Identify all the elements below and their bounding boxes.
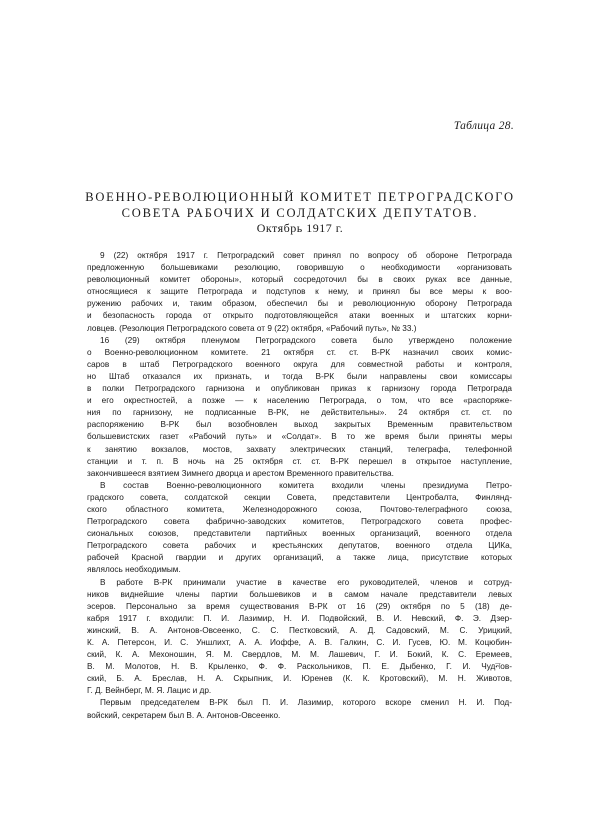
text-line: войский, секретарем был В. А. Антонов-Овсеенко. — [87, 710, 281, 720]
text-line: революционный комитет обороны», который сосредоточил бы в своих руках все данные, — [87, 275, 512, 285]
document-subtitle: Октябрь 1917 г. — [256, 221, 344, 235]
paragraph — [87, 577, 512, 698]
paragraph — [87, 335, 512, 480]
text-line: но Штаб отказался их признать, и тогда В-РК были направлены свои комиссары — [87, 371, 512, 381]
text-line: о Военно-революционном комитете. 21 октября ст. ст. В-РК назначил своих комис- — [87, 347, 512, 357]
text-line: станции и т. п. В ночь на 25 октября ст. ст. В-РК перешел в открытое наступление, — [87, 456, 512, 466]
text-line: большевистских газет «Рабочий путь» и «Солдат». В то же время были приняты меры — [87, 432, 512, 442]
text-line: Петроградского совета фабрично-заводских комитетов, Петроградского совета профес- — [87, 517, 512, 527]
text-line: ников виднейшие члены партии большевиков и в самом начале представители левых — [87, 589, 512, 599]
text-line: к занятию вокзалов, мостов, захвату электрических станций, телеграфа, телефонной — [87, 444, 512, 454]
text-line: эсеров. Персонально за время существования В-РК от 16 (29) октября по 5 (18) де- — [87, 601, 512, 611]
text-line: градского совета, солдатской секции Совета, представители Центробалта, Финлянд- — [87, 492, 512, 502]
text-line: ружению рабочих и, таким образом, обеспечил бы и революционную оборону Петрограда — [87, 299, 512, 309]
paragraph — [87, 697, 512, 721]
text-line: Первым председателем В-РК был П. И. Лазимир, которого вскоре сменил Н. И. Под- — [100, 698, 512, 708]
text-line: рабочей Красной гвардии и других организаций, а также лица, присутствие которых — [87, 553, 512, 563]
text-line: ский, К. А. Мехоношин, Я. М. Свердлов, М. М. Лашевич, Г. И. Бокий, К. С. Еремеев, — [87, 650, 512, 660]
text-line: закончившееся взятием Зимнего дворца и арестом Временного правительства. — [87, 468, 394, 478]
text-line: и безопасность города от открыто подготовляющейся атаки военных и штатских корни- — [87, 311, 512, 321]
text-line: распоряжению В-РК был возобновлен выход закрытых Временным правительством — [87, 420, 512, 430]
text-line: саров в штаб Петроградского военного округа для совместной работы и контроля, — [87, 359, 512, 369]
paragraph — [87, 480, 512, 577]
document-body — [87, 250, 512, 722]
text-line: В работе В-РК принимали участие в качестве его руководителей, членов и сотруд- — [100, 577, 512, 587]
text-line: ского областного комитета, Железнодорожного союза, Почтово-телеграфного союза, — [87, 504, 512, 514]
text-line: 9 (22) октября 1917 г. Петроградский совет принял по вопросу об обороне Петрограда — [100, 251, 512, 260]
text-line: Петроградского совета рабочих и крестьянских депутатов, военного отдела ЦИКа, — [87, 541, 512, 551]
text-line: жинский, В. А. Антонов-Овсеенко, С. С. Пестковский, А. Д. Садовский, М. С. Урицкий, — [87, 625, 512, 635]
text-line: В. М. Молотов, Н. В. Крыленко, Ф. Ф. Раскольников, П. Е. Дыбенко, Г. И. Чудনов- — [87, 662, 512, 672]
text-line: кабря 1917 г. входили: П. И. Лазимир, Н. И. Подвойский, В. И. Невский, Ф. Э. Дзер- — [87, 613, 512, 623]
text-line: К. А. Петерсон, И. С. Уншлихт, А. А. Иоффе, А. В. Галкин, С. И. Гусев, Ю. М. Коцюбин- — [87, 638, 512, 647]
text-line: В состав Военно-революционного комитета входили члены президиума Петро- — [100, 480, 512, 490]
text-line: ский, Б. А. Бреслав, Н. А. Скрыпник, И. Юренев (К. К. Кротовский), М. Н. Животов, — [87, 674, 512, 684]
text-line: Г. Д. Вейнберг, М. Я. Лацис и др. — [87, 686, 212, 696]
text-line: ловцев. (Резолюция Петроградского совета от 9 (22) октября, «Рабочий путь», № 33.) — [87, 323, 417, 333]
text-line: 16 (29) октября пленумом Петроградского совета было утверждено положение — [100, 335, 512, 345]
text-line: ния по гарнизону, не подписанные В-РК, не действительны». 24 октября ст. ст. по — [87, 408, 512, 418]
text-line: относящиеся к защите Петрограда и подступов к нему, и принял бы все меры к воо- — [87, 287, 512, 297]
paragraph — [87, 250, 512, 335]
table-number: Таблица 28. — [453, 120, 514, 132]
text-line: предложенную большевиками резолюцию, говорившую о необходимости «организовать — [87, 263, 512, 273]
text-line: сиональных союзов, представители партийных военных организаций, военного отдела — [87, 529, 512, 539]
text-line: являлось необходимым. — [87, 565, 181, 575]
text-line: в полки Петроградского гарнизона и опубликован приказ к гарнизону города Петрограда — [87, 384, 512, 394]
title-line: ВОЕННО-РЕВОЛЮЦИОННЫЙ КОМИТЕТ ПЕТРОГРАДСКОГО — [85, 190, 515, 204]
document-title — [80, 190, 520, 237]
text-line: и его окрестностей, а позже — к населению Петрограда, о том, что все «распоряже- — [87, 396, 512, 406]
title-line: СОВЕТА РАБОЧИХ И СОЛДАТСКИХ ДЕПУТАТОВ. — [121, 205, 479, 220]
